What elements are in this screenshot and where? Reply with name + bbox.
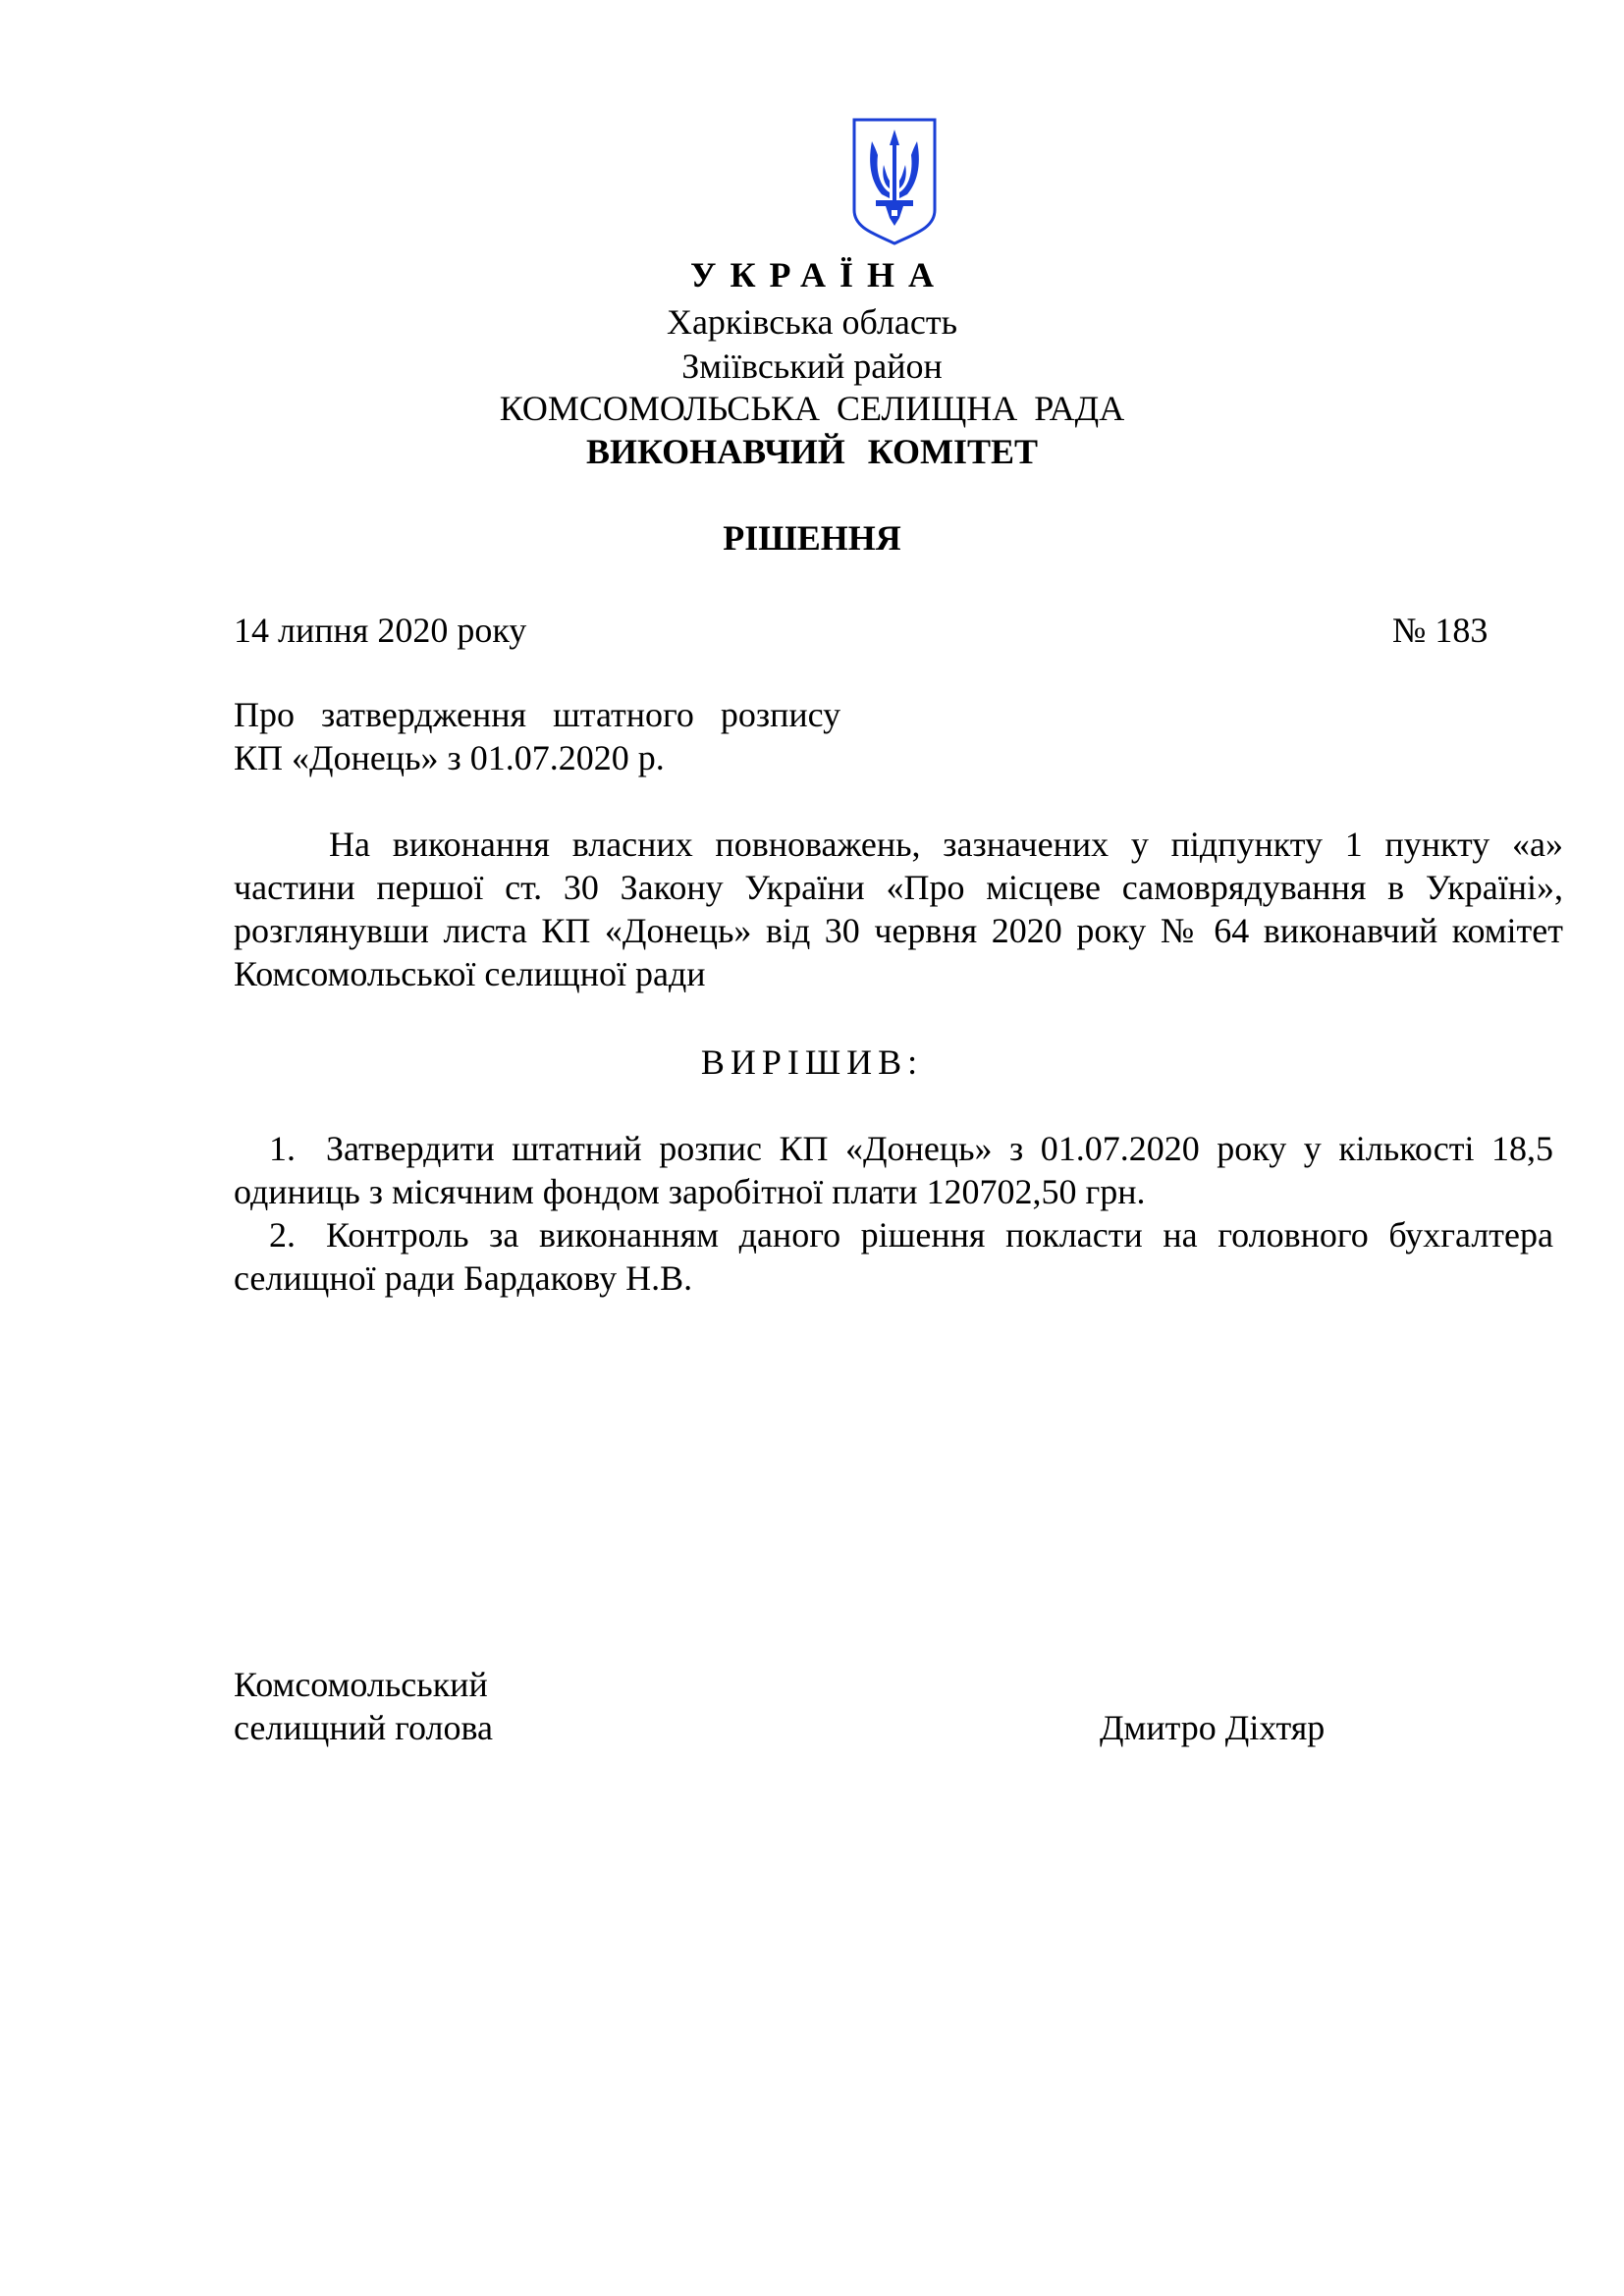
- subject-line-2: КП «Донець» з 01.07.2020 р.: [234, 738, 665, 777]
- decision-item: [234, 1213, 1553, 1300]
- document-type: РІШЕННЯ: [723, 518, 901, 558]
- decision-item-number: 1.: [269, 1129, 296, 1168]
- decision-item-text: Затвердити штатний розпис КП «Донець» з 01.07.2020 року у кількості 18,5 одиниць з місячним фондом заробітної плати 120702,50 грн.: [234, 1129, 1553, 1211]
- ukraine-trident-coat-of-arms-icon: [850, 116, 939, 247]
- signatory-name: Дмитро Діхтяр: [1100, 1708, 1326, 1747]
- council-name: КОМСОМОЛЬСЬКА СЕЛИЩНА РАДА: [499, 389, 1125, 428]
- decision-item: [234, 1127, 1553, 1213]
- decision-subject: [234, 693, 901, 779]
- district-name: Зміївський район: [681, 347, 943, 386]
- signatory-title-line-1: Комсомольський: [234, 1665, 488, 1704]
- decided-heading: ВИРІШИВ:: [700, 1042, 924, 1082]
- country-name: УКРАЇНА: [690, 255, 947, 294]
- preamble-paragraph: На виконання власних повноважень, зазначених у підпункту 1 пункту «а» частини першої ст. 30 Закону України «Про місцеве самоврядування в Україні», розглянувши листа КП «Донець» від 30 червня 2020 року № 64 виконавчий комітет Комсомольської селищної ради: [234, 825, 1563, 993]
- decision-list: [234, 1127, 1553, 1300]
- signatory-title: [234, 1663, 493, 1749]
- decision-number: № 183: [1392, 611, 1489, 650]
- subject-line-1: Про затвердження штатного розпису: [234, 695, 841, 734]
- decision-item-text: Контроль за виконанням даного рішення покласти на головного бухгалтера селищної ради Бардакову Н.В.: [234, 1215, 1553, 1298]
- decision-item-number: 2.: [269, 1215, 296, 1255]
- committee-name: ВИКОНАВЧИЙ КОМІТЕТ: [585, 432, 1039, 471]
- signatory-title-line-2: селищний голова: [234, 1708, 494, 1747]
- decision-date: 14 липня 2020 року: [234, 611, 527, 650]
- region-name: Харківська область: [666, 302, 958, 342]
